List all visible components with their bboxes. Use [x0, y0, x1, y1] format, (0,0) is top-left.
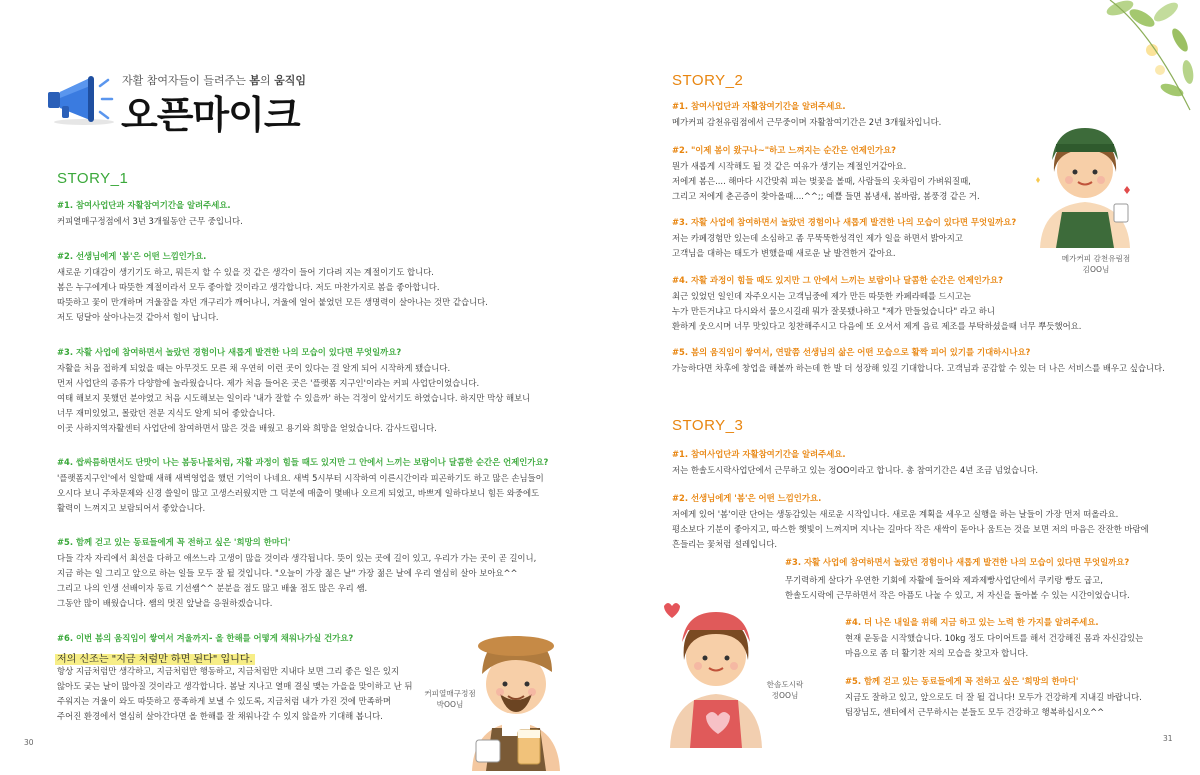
story2-a1: [672, 115, 941, 130]
story1-a3-line: 자활을 처음 접하게 되었을 때는 아무것도 모른 채 우연히 이런 곳이 있다는 걸 알게 되어 시작하게 됐습니다.: [57, 363, 451, 373]
story1-a1: [57, 214, 243, 229]
story1-a5-line: 그리고 나의 인생 선배이자 동료 기선쌤^^ 분분을 점도 많고 배울 점도 많은 우리 쌤.: [57, 583, 368, 593]
lunchbox-worker-illustration: [650, 598, 770, 748]
story1-a2-line: 새로운 기대감이 생기기도 하고, 뭐든지 할 수 있을 것 같은 생각이 들어 기다려 지는 계절이기도 합니다.: [57, 267, 434, 277]
story2-caption: [1046, 253, 1146, 275]
story1-q3: #3. 자활 사업에 참여하면서 놀랐던 경험이나 새롭게 발견한 나의 모습이 있다면 무엇일까요?: [57, 347, 402, 357]
story1-a2-line: 따뜻하고 꽃이 만개하며 겨울잠을 자던 개구리가 깨어나니, 겨울에 얼어 붙었던 모든 생명력이 살아나는 것만 같습니다.: [57, 297, 488, 307]
page-number-left: 30: [24, 738, 34, 747]
story1-a6-line: 않아도 궂는 날이 많아질 것이라고 생각합니다. 봄날 지나고 열매 결실 맺는 가을을 맞이하고 난 뒤: [57, 681, 413, 691]
story1-a3: [57, 361, 530, 436]
leaf-decoration: [1080, 0, 1200, 120]
story1-a2: [57, 265, 488, 325]
caption-name: 박OO님: [436, 700, 464, 709]
story3-a4: [845, 631, 1143, 661]
story3-a2-line: 평소보다 기분이 좋아지고, 따스한 햇빛이 느껴지며 지나는 길마다 작은 새싹이 돋아나 움트는 것을 보면 저의 마음은 잔잔한 바람에: [672, 524, 1149, 534]
story2-a2: [672, 159, 980, 204]
story2-q5: #5. 봄의 움직임이 쌓여서, 연말쯤 선생님의 삶은 어떤 모습으로 활짝 피어 있기를 기대하시나요?: [672, 347, 1031, 357]
story3-q5: #5. 함께 걷고 있는 동료들에게 꼭 전하고 싶은 '희망의 한마디': [845, 676, 1079, 686]
megaphone-icon: [44, 72, 116, 128]
story2-a5: [672, 361, 1165, 376]
story2-a3-line: 고객님을 대하는 태도가 변했을때 새로운 날 발견한거 같아요.: [672, 248, 896, 258]
story3-a2: [672, 507, 1149, 552]
story1-a5: [57, 551, 536, 611]
story2-a3: [672, 231, 963, 261]
story2-a2-line: 그리고 저에게 춘곤증이 찾아올때....^^;; 예쁠 들면 봄냉새, 봄바람, 봄풍경 같은 거.: [672, 191, 980, 201]
story1-q2: #2. 선생님에게 '봄'은 어떤 느낌인가요.: [57, 251, 207, 261]
story2-a2-line: 뭔가 새롭게 시작해도 될 것 같은 여유가 생기는 계절인거같아요.: [672, 161, 907, 171]
story2-a4-line: 최근 있었던 일인데 자주오시는 고객님중에 제가 만든 따뜻한 카페라떼를 드시고는: [672, 291, 972, 301]
story3-title: STORY_3: [672, 417, 744, 434]
story3-a1-line: 저는 한솔도시락사업단에서 근무하고 있는 정OO이라고 합니다. 총 참여기간은 4년 조금 넘었습니다.: [672, 465, 1038, 475]
caption-name: 김OO님: [1082, 265, 1110, 274]
story3-q4: #4. 더 나은 내일을 위해 지금 하고 있는 노력 한 가지를 알려주세요.: [845, 617, 1099, 627]
story1-a1-line: 커피열매구정점에서 3년 3개월동안 근무 중입니다.: [57, 216, 243, 226]
story1-a6: [57, 664, 412, 724]
story3-q3: #3. 자활 사업에 참여하면서 놀랐던 경험이나 새롭게 발견한 나의 모습이 있다면 무엇일까요?: [785, 557, 1130, 567]
barista-man-illustration: [462, 622, 570, 771]
story1-a2-line: 봄은 누구에게나 따뜻한 계절이라서 모두 좋아할 것이라고 생각합니다. 저도 마찬가지로 봄을 좋아합니다.: [57, 282, 440, 292]
story1-a2-line: 저도 덩달아 살아나는것 같아서 힘이 납니다.: [57, 312, 219, 322]
story1-a3-line: 이곳 사하지역자활센터 사업단에 참여하면서 많은 것을 배웠고 용기와 희망을 얻었습니다. 감사드립니다.: [57, 423, 437, 433]
story1-a5-line: 그동안 많이 배웠습니다. 쌤의 멋진 앞날을 응원하겠습니다.: [57, 598, 273, 608]
subtitle-text: 자활 참여자들이 들려주는: [122, 74, 250, 87]
story2-a2-line: 저에게 봄은.... 해마다 시간맞춰 피는 벚꽃을 볼때, 사람들의 옷차림이 가벼워질때,: [672, 176, 971, 186]
subtitle-text-mid: 의: [260, 74, 275, 87]
story3-a4-line: 현재 운동을 시작했습니다. 10kg 정도 다이어트를 해서 건강해진 몸과 자신감있는: [845, 633, 1144, 643]
story1-q5: #5. 함께 걷고 있는 동료들에게 꼭 전하고 싶은 '희망의 한마디': [57, 537, 291, 547]
story1-a3-line: 먼저 사업단의 종류가 다양함에 놀라웠습니다. 제가 처음 들어온 곳은 '플랫폼 지구인'이라는 커피 사업단이었습니다.: [57, 378, 480, 388]
story3-a5: [845, 690, 1142, 720]
story1-a6-line: 항상 지금처럼만 생각하고, 지금처럼만 행동하고, 지금처럼만 지내다 보면 그리 좋은 일은 있지: [57, 666, 400, 676]
story1-q1: #1. 참여사업단과 자활참여기간을 알려주세요.: [57, 200, 231, 210]
story2-a4-line: 환하게 웃으시며 너무 맛있다고 칭찬해주시고 다음에 또 오셔서 제게 음료 제조를 부탁하셨을때 너무 뿌듯했어요.: [672, 321, 1082, 331]
story1-a4-line: '플랫폼지구인'에서 일할때 새해 새벽영업을 했던 기억이 나네요. 새벽 5시부터 시작하여 이른시간이라 피곤하기도 하고 많은 손님들이: [57, 473, 544, 483]
story2-a4: [672, 289, 1081, 334]
story1-a4-line: 오시다 보니 주차문제와 신경 쓸일이 많고 고생스러웠지만 그 덕분에 매출이 몇배나 오르게 되었고, 바쁘게 일하다보니 힘든 와중에도: [57, 488, 540, 498]
subtitle-bold-movement: 움직임: [274, 74, 307, 87]
story2-q1: #1. 참여사업단과 자활참여기간을 알려주세요.: [672, 101, 846, 111]
story3-a1: [672, 463, 1038, 478]
story3-a3-line: 무기력하게 살다가 우연한 기회에 자활에 들어와 제과제빵사업단에서 쿠키랑 빵도 굽고,: [785, 575, 1103, 585]
story2-q3: #3. 자활 사업에 참여하면서 놀랐던 경험이나 새롭게 발견한 나의 모습이 있다면 무엇일까요?: [672, 217, 1017, 227]
caption-store: 메가커피 감천유림점: [1061, 254, 1131, 263]
story2-q2: #2. "이제 봄이 왔구나~"하고 느껴지는 순간은 언제인가요?: [672, 145, 897, 155]
story2-a5-line: 가능하다면 차후에 창업을 해볼까 하는데 한 발 더 성장해 있길 기대합니다. 고객님과 공감할 수 있는 더 나은 서비스를 배우고 싶습니다.: [672, 363, 1165, 373]
story1-a6-line: 주어진 환경에서 열심히 살아간다면 올 한해를 잘 채워나갈 수 있지 않을까 기대해 봅니다.: [57, 711, 383, 721]
story3-a2-line: 저에게 있어 '봄'이란 단어는 생동감있는 새로운 시작입니다. 새로운 계획을 세우고 실행을 하는 날들이 가장 먼저 떠올라요.: [672, 509, 1119, 519]
story1-a6-line: 주워지는 겨울이 와도 따뜻하고 풍족하게 보낼 수 있도록, 지금처럼 내가 가진 것에 만족하며: [57, 696, 391, 706]
caption-store: 한솔도시락: [766, 680, 804, 689]
highlight-quote: 저의 신조는 "지금 처럼만 하면 된다" 입니다.: [57, 654, 253, 665]
story1-q6: #6. 이번 봄의 움직임이 쌓여서 겨울까지- 올 한해를 어떻게 채워나가실 건가요?: [57, 633, 354, 643]
story2-title: STORY_2: [672, 72, 744, 89]
story3-a5-line: 팀장님도, 센터에서 근무하시는 분들도 모두 건강하고 행복하십시오^^: [845, 707, 1105, 717]
story3-q1: #1. 참여사업단과 자활참여기간을 알려주세요.: [672, 449, 846, 459]
story1-a3-line: 여태 해보지 못했던 분야였고 처음 시도해보는 일이라 '내가 잘할 수 있을까' 하는 걱정이 앞서기도 하였습니다. 하지만 막상 해보니: [57, 393, 531, 403]
story3-a5-line: 지금도 잘하고 있고, 앞으로도 더 잘 될 겁니다! 모두가 건강하게 지내길 바랍니다.: [845, 692, 1142, 702]
story2-a3-line: 저는 카페경험만 있는데 소심하고 좀 무뚝뚝한성격인 제가 일을 하면서 밝아지고: [672, 233, 963, 243]
story1-a3-line: 너무 재미있었고, 몰랐던 전문 지식도 알게 되어 좋았습니다.: [57, 408, 276, 418]
story1-q4: #4. 쌉싸름하면서도 단맛이 나는 봄동나물처럼, 자활 과정이 힘들 때도 있지만 그 안에서 느끼는 보람이나 달콤한 순간은 언제인가요?: [57, 457, 549, 467]
caption-store: 커피열매구정점: [424, 689, 476, 698]
page-title: 오픈마이크: [121, 93, 300, 137]
story1-a4: [57, 471, 544, 516]
story1-title: STORY_1: [57, 170, 129, 187]
barista-woman-illustration: [1026, 120, 1144, 248]
story3-q2: #2. 선생님에게 '봄'은 어떤 느낌인가요.: [672, 493, 822, 503]
story1-a4-line: 활력이 느껴지고 보람되어서 좋았습니다.: [57, 503, 206, 513]
story3-a4-line: 마음으로 좀 더 활기찬 저의 모습을 찾고자 합니다.: [845, 648, 1029, 658]
story3-a3: [785, 573, 1130, 603]
story2-a4-line: 누가 만든거냐고 다시와서 물으시길래 뭐가 잘못됐나하고 "제가 만들었습니다" 라고 하니: [672, 306, 995, 316]
story1-a5-line: 다들 각자 자리에서 최선을 다하고 애쓰느라 고생이 많을 것이라 생각됩니다. 뜻이 있는 곳에 길이 있고, 우리가 가는 곳이 곧 길이니,: [57, 553, 537, 563]
story2-a1-line: 메가커피 감천유림점에서 근무중이며 자활참여기간은 2년 3개월차입니다.: [672, 117, 942, 127]
page-number-right: 31: [1163, 734, 1173, 743]
story3-a3-line: 한솔도시락에 근무하면서 작은 아픔도 나눌 수 있고, 저 자신을 돌아볼 수 있는 시간이었습니다.: [785, 590, 1130, 600]
subtitle-bold-spring: 봄: [249, 74, 261, 87]
story2-q4: #4. 자활 과정이 힘들 때도 있지만 그 안에서 느끼는 보람이나 달콤한 순간은 언제인가요?: [672, 275, 1003, 285]
caption-name: 정OO님: [771, 691, 799, 700]
story3-a2-line: 흔들리는 꽃처럼 설레입니다.: [672, 539, 778, 549]
story3-caption: [760, 679, 810, 701]
story1-a5-line: 지금 하는 일 그리고 앞으로 하는 일들 모두 잘 될 것입니다. "오늘이 가장 젊은 날" 가장 젊은 날에 우리 열심히 살아 보아요^^: [57, 568, 518, 578]
